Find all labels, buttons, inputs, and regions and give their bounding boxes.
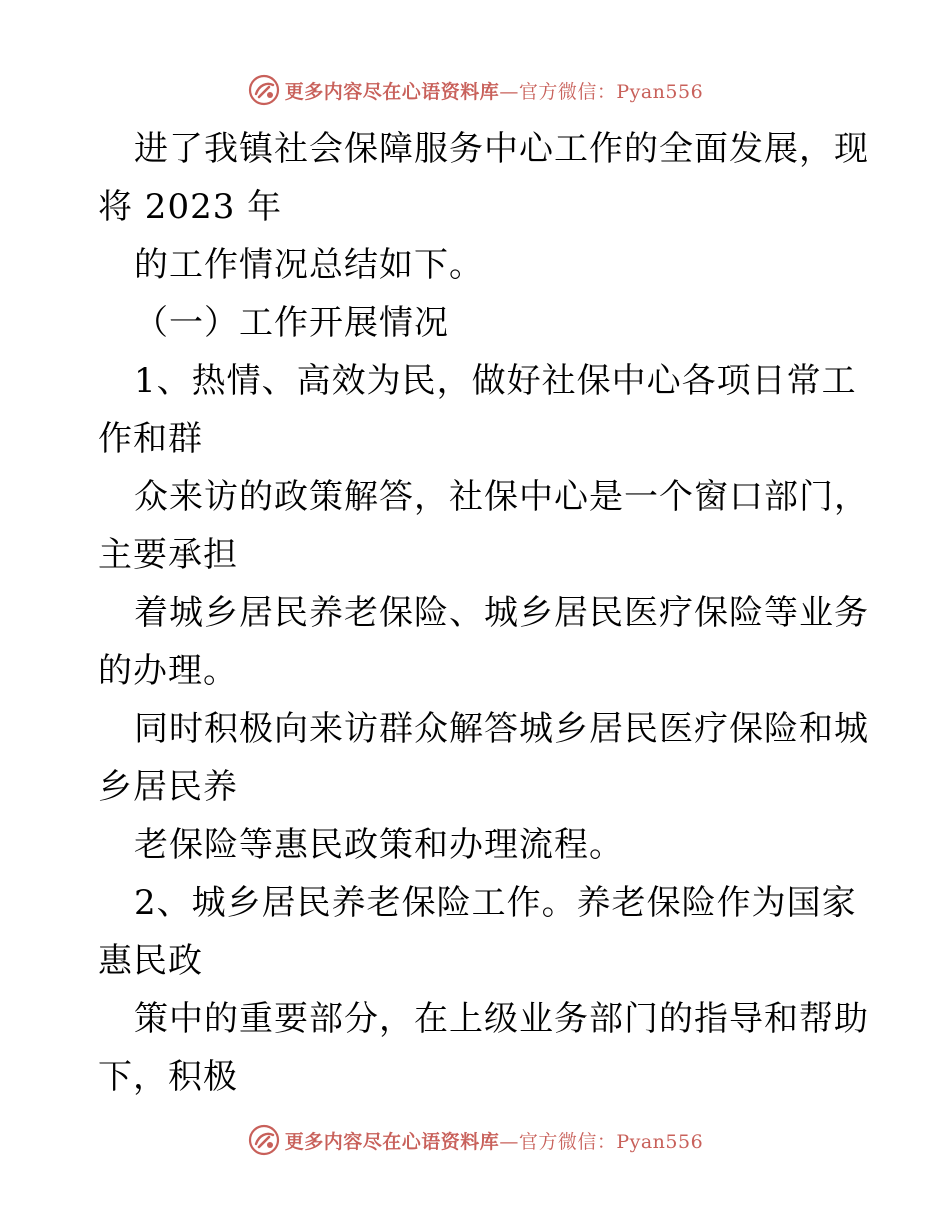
header-watermark-banner [0,72,950,108]
banner-id-text: Pyan556 [616,80,704,103]
text-line: 老保险等惠民政策和办理流程。 [134,825,624,865]
text-line: 乡居民养 [98,767,238,807]
banner-id-text: Pyan556 [616,1130,704,1153]
text-line: 的办理。 [98,651,238,691]
footer-watermark-banner [0,1122,950,1158]
text-line: 2、城乡居民养老保险工作。养老保险作为国家 [134,883,857,923]
text-line: 下，积极 [98,1057,238,1097]
text-line: 作和群 [98,419,203,459]
text-line: 策中的重要部分，在上级业务部门的指导和帮助 [134,999,869,1039]
banner-main-text: 更多内容尽在心语资料库 [284,1130,500,1153]
banner-text [285,77,703,104]
text-line: 进了我镇社会保障服务中心工作的全面发展，现 [134,129,869,169]
text-line: 主要承担 [98,535,238,575]
banner-separator-text: —官方微信： [499,80,617,103]
banner-text [285,1127,703,1154]
scroll-seal-icon [247,73,281,107]
text-line: 众来访的政策解答，社保中心是一个窗口部门， [134,477,869,517]
text-line: 1、热情、高效为民，做好社保中心各项日常工 [134,361,857,401]
scroll-seal-icon [247,1123,281,1157]
banner-main-text: 更多内容尽在心语资料库 [284,80,500,103]
text-line: 惠民政 [98,941,203,981]
text-line: 同时积极向来访群众解答城乡居民医疗保险和城 [134,709,869,749]
text-line: 着城乡居民养老保险、城乡居民医疗保险等业务 [134,593,869,633]
text-line: 的工作情况总结如下。 [134,245,484,285]
section-heading: （一）工作开展情况 [134,303,449,343]
text-line: 将 2023 年 [98,187,283,227]
banner-separator-text: —官方微信： [499,1130,617,1153]
